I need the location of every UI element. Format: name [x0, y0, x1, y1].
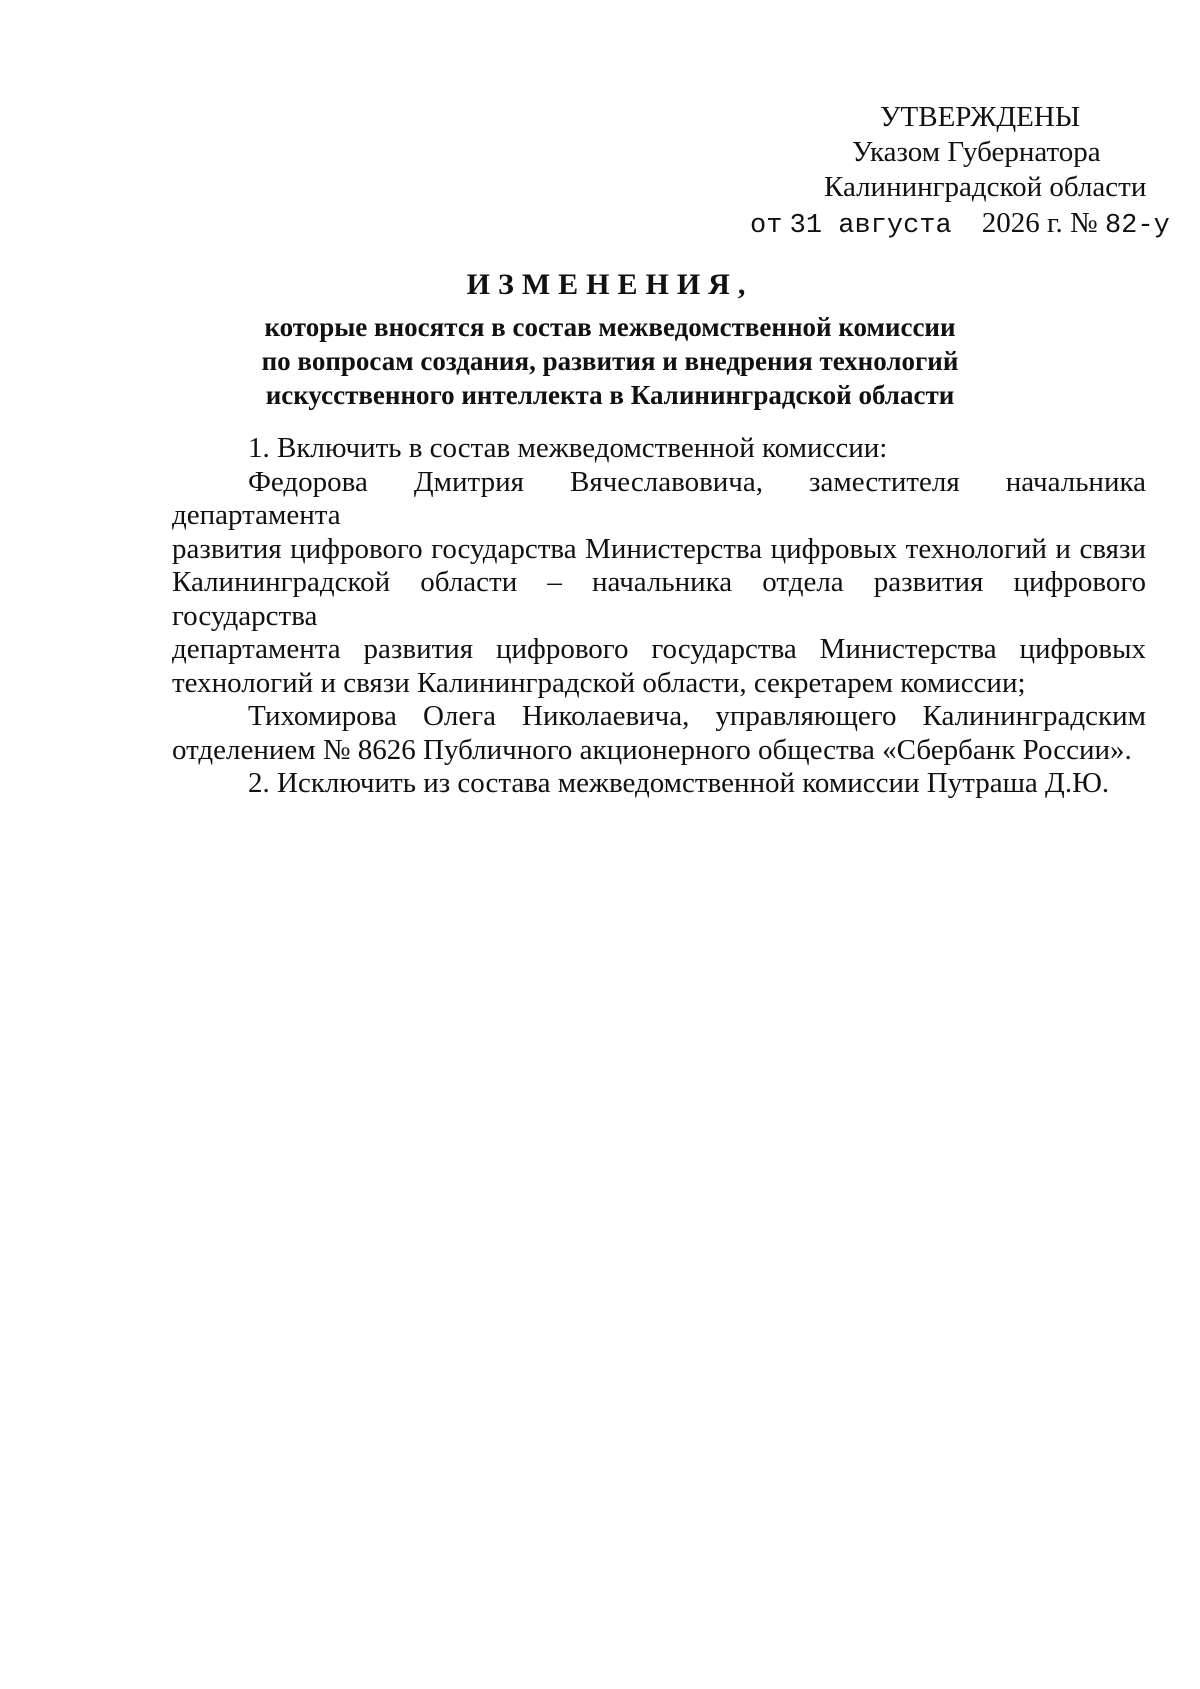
decree-number: 82-у	[1104, 211, 1170, 241]
approval-region: Калининградской области	[824, 171, 1147, 203]
document-body	[172, 432, 1146, 801]
person-2-line: Тихомирова Олега Николаевича, управляющего Калининградским	[248, 700, 1146, 732]
date-prefix: от	[750, 211, 783, 241]
approval-heading: УТВЕРЖДЕНЫ	[880, 101, 1081, 133]
decree-date: 31 августа	[789, 211, 952, 241]
item-1-heading: 1. Включить в состав межведомственной комиссии:	[248, 432, 888, 464]
approval-date-line	[750, 206, 1170, 243]
title-subtitle-line: которые вносятся в состав межведомственной комиссии	[264, 312, 956, 342]
decree-year: 2026 г. №	[981, 207, 1098, 239]
document-title	[200, 266, 1020, 412]
title-main: ИЗМЕНЕНИЯ,	[466, 268, 754, 301]
title-subtitle-line: искусственного интеллекта в Калининградской области	[265, 380, 955, 410]
person-1-line: Калининградской области – начальника отдела развития цифрового государства	[172, 566, 1146, 632]
person-2-line: отделением № 8626 Публичного акционерного общества «Сбербанк России».	[172, 733, 1132, 766]
person-1-line: технологий и связи Калининградской области, секретарем комиссии;	[172, 666, 1026, 699]
title-subtitle	[200, 310, 1020, 412]
item-2: 2. Исключить из состава межведомственной комиссии Путраша Д.Ю.	[248, 767, 1110, 799]
person-1-line: Федорова Дмитрия Вячеславовича, заместителя начальника департамента	[172, 465, 1146, 531]
title-subtitle-line: по вопросам создания, развития и внедрения технологий	[261, 346, 959, 376]
person-1-line: развития цифрового государства Министерства цифровых технологий и связи	[172, 532, 1146, 565]
person-1-line: департамента развития цифрового государства Министерства цифровых	[172, 633, 1146, 665]
approval-authority: Указом Губернатора	[852, 136, 1101, 168]
